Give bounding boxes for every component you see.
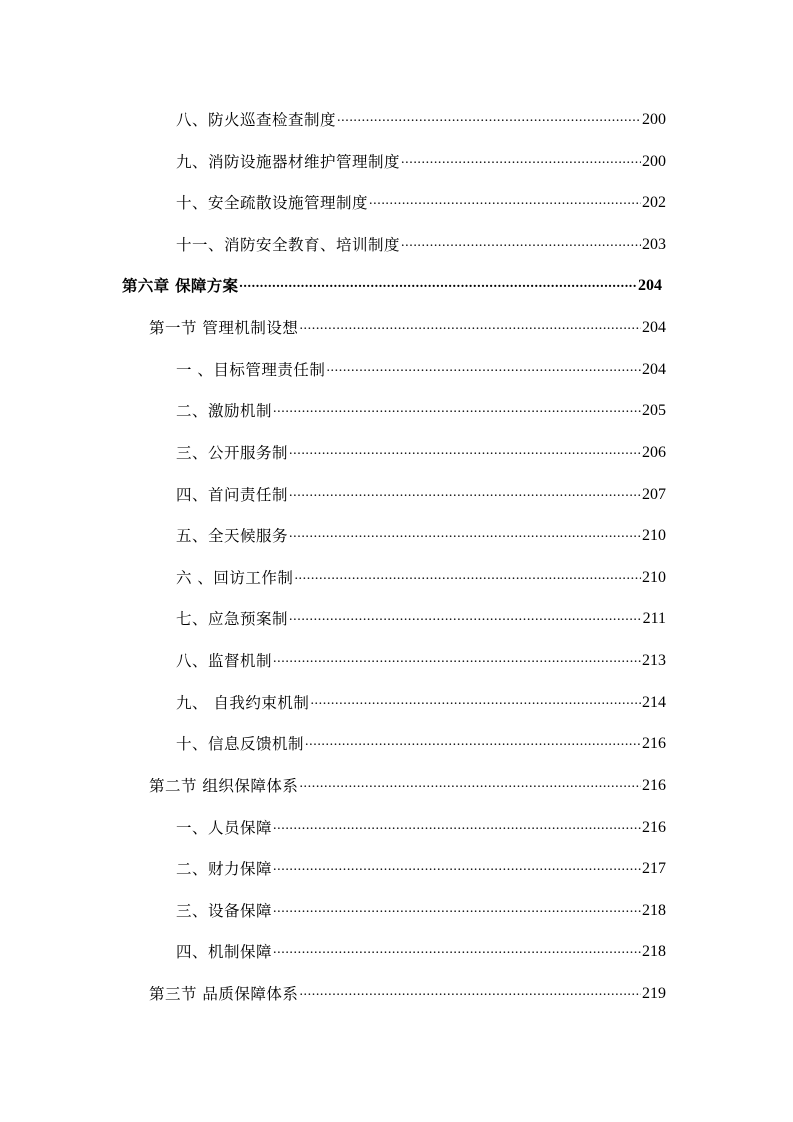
toc-page-number: 218 xyxy=(642,902,666,919)
toc-entry-fire-equipment[interactable] xyxy=(176,148,666,172)
dot-leader xyxy=(337,110,641,130)
toc-entry-fire-training[interactable] xyxy=(176,231,666,255)
toc-entry-label: 第二节 组织保障体系 xyxy=(149,777,299,795)
toc-entry-return-visit[interactable] xyxy=(176,564,666,588)
toc-entry-first-inquiry[interactable] xyxy=(176,481,666,505)
toc-entry-label: 五、全天候服务 xyxy=(176,527,289,545)
toc-page-number: 200 xyxy=(642,111,666,128)
toc-entry-label: 三、公开服务制 xyxy=(176,444,289,462)
toc-entry-feedback[interactable] xyxy=(176,730,666,754)
toc-entry-label: 三、设备保障 xyxy=(176,902,273,920)
toc-page-number: 206 xyxy=(642,444,666,461)
dot-leader xyxy=(305,734,641,754)
toc-entry-self-discipline[interactable] xyxy=(176,689,666,713)
toc-page-number: 211 xyxy=(642,610,666,627)
dot-leader xyxy=(273,401,641,421)
dot-leader xyxy=(273,942,641,962)
toc-entry-label: 八、监督机制 xyxy=(176,652,273,670)
toc-section-3[interactable] xyxy=(149,980,666,1004)
dot-leader xyxy=(326,360,641,380)
toc-entry-label: 第六章 保障方案 xyxy=(122,276,239,295)
toc-section-2[interactable] xyxy=(149,772,666,796)
toc-entry-finance[interactable] xyxy=(176,855,666,879)
toc-entry-label: 七、应急预案制 xyxy=(176,610,289,628)
dot-leader xyxy=(369,193,641,213)
dot-leader xyxy=(273,818,641,838)
dot-leader xyxy=(289,609,642,629)
dot-leader xyxy=(299,318,641,338)
toc-page-number: 216 xyxy=(642,777,666,794)
toc-page-number: 204 xyxy=(638,277,662,294)
dot-leader xyxy=(289,443,641,463)
toc-page-number: 219 xyxy=(642,985,666,1002)
toc-page-number: 203 xyxy=(642,236,666,253)
toc-entry-incentive[interactable] xyxy=(176,397,666,421)
toc-entry-mechanism[interactable] xyxy=(176,938,666,962)
toc-section-1[interactable] xyxy=(149,314,666,338)
toc-entry-label: 九、消防设施器材维护管理制度 xyxy=(176,153,401,171)
toc-page-number: 204 xyxy=(642,361,666,378)
toc-page-number: 200 xyxy=(642,153,666,170)
dot-leader xyxy=(289,526,641,546)
toc-entry-label: 四、机制保障 xyxy=(176,943,273,961)
toc-page-number: 210 xyxy=(642,569,666,586)
dot-leader xyxy=(273,651,641,671)
dot-leader xyxy=(294,568,641,588)
toc-entry-label: 一 、目标管理责任制 xyxy=(176,361,326,379)
toc-entry-label: 二、激励机制 xyxy=(176,402,273,420)
toc-entry-label: 一、人员保障 xyxy=(176,819,273,837)
toc-page-number: 216 xyxy=(642,819,666,836)
toc-page-number: 214 xyxy=(642,694,666,711)
toc-entry-equipment[interactable] xyxy=(176,897,666,921)
toc-page-number: 207 xyxy=(642,486,666,503)
dot-leader xyxy=(310,693,641,713)
toc-entry-label: 六 、回访工作制 xyxy=(176,569,294,587)
toc-entry-emergency-plan[interactable] xyxy=(176,605,666,629)
toc-page-number: 213 xyxy=(642,652,666,669)
toc-entry-supervision[interactable] xyxy=(176,647,666,671)
dot-leader xyxy=(401,152,641,172)
dot-leader xyxy=(299,776,641,796)
dot-leader xyxy=(289,485,641,505)
toc-page-number: 204 xyxy=(642,319,666,336)
toc-page-number: 217 xyxy=(642,860,666,877)
toc-entry-label: 二、财力保障 xyxy=(176,860,273,878)
toc-entry-public-service[interactable] xyxy=(176,439,666,463)
toc-entry-label: 八、防火巡查检查制度 xyxy=(176,111,337,129)
toc-entry-label: 十、信息反馈机制 xyxy=(176,735,305,753)
toc-page-number: 205 xyxy=(642,402,666,419)
dot-leader xyxy=(299,984,641,1004)
toc-entry-label: 十一、消防安全教育、培训制度 xyxy=(176,236,401,254)
toc-entry-personnel[interactable] xyxy=(176,814,666,838)
toc-entry-label: 十、安全疏散设施管理制度 xyxy=(176,194,369,212)
dot-leader xyxy=(273,901,641,921)
dot-leader xyxy=(273,859,641,879)
toc-entry-label: 第三节 品质保障体系 xyxy=(149,985,299,1003)
toc-entry-label: 第一节 管理机制设想 xyxy=(149,319,299,337)
toc-entry-all-day-service[interactable] xyxy=(176,522,666,546)
dot-leader xyxy=(239,276,637,296)
toc-entry-fire-patrol[interactable] xyxy=(176,106,666,130)
toc-chapter-6[interactable] xyxy=(122,272,662,296)
toc-page-number: 210 xyxy=(642,527,666,544)
toc-entry-target-management[interactable] xyxy=(176,356,666,380)
toc-page-number: 218 xyxy=(642,943,666,960)
toc-entry-label: 四、首问责任制 xyxy=(176,486,289,504)
toc-page-number: 216 xyxy=(642,735,666,752)
toc-entry-label: 九、 自我约束机制 xyxy=(176,694,310,712)
toc-entry-evacuation[interactable] xyxy=(176,189,666,213)
dot-leader xyxy=(401,235,641,255)
toc-page-number: 202 xyxy=(642,194,666,211)
